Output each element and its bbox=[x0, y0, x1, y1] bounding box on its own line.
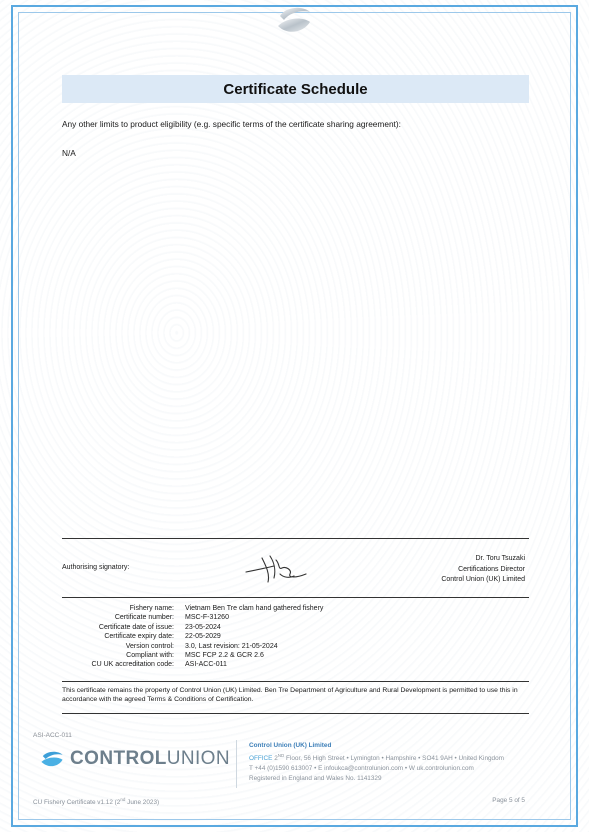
detail-key: CU UK accreditation code: bbox=[91, 661, 174, 669]
company-registration: Registered in England and Wales No. 1141329 bbox=[249, 775, 382, 783]
accreditation-code: ASI-ACC-011 bbox=[33, 732, 72, 739]
logo-text-light: UNION bbox=[166, 748, 230, 769]
detail-row bbox=[62, 604, 323, 613]
detail-key: Compliant with: bbox=[126, 652, 174, 660]
detail-row bbox=[62, 651, 323, 660]
company-name: Control Union (UK) Limited bbox=[249, 742, 332, 749]
office-floor-sup: ND bbox=[277, 753, 285, 758]
schedule-title-bar bbox=[62, 75, 529, 103]
limits-label: Any other limits to product eligibility (e.g. specific terms of the certificate sharing agreement): bbox=[62, 119, 401, 129]
signatory-name: Dr. Toru Tsuzaki bbox=[475, 555, 525, 562]
handwritten-signature bbox=[240, 548, 316, 586]
company-info bbox=[249, 741, 504, 784]
doc-version-end: June 2023) bbox=[125, 799, 160, 807]
doc-version-sup: nd bbox=[120, 797, 126, 802]
doc-version-text: CU Fishery Certificate v1.12 (2 bbox=[33, 799, 121, 807]
limits-value: N/A bbox=[62, 148, 76, 158]
office-address: Floor, 56 High Street • Lymington • Hampshire • SO41 9AH • United Kingdom bbox=[284, 755, 504, 763]
detail-value: Vietnam Ben Tre clam hand gathered fishery bbox=[185, 605, 324, 612]
detail-value: 23-05-2024 bbox=[185, 623, 221, 631]
detail-row bbox=[62, 632, 323, 641]
divider bbox=[62, 713, 529, 714]
detail-row bbox=[62, 623, 323, 632]
detail-value: MSC-F-31260 bbox=[185, 614, 229, 622]
control-union-emblem-icon bbox=[274, 2, 314, 40]
detail-value: 22-05-2029 bbox=[185, 633, 221, 641]
divider bbox=[62, 538, 529, 539]
signatory-role: Certifications Director bbox=[458, 565, 525, 573]
detail-row bbox=[62, 660, 323, 669]
certificate-details bbox=[62, 604, 323, 670]
company-address bbox=[249, 751, 504, 764]
detail-value: 3.0, Last revision: 21-05-2024 bbox=[185, 642, 278, 650]
footer-divider bbox=[236, 740, 237, 788]
logo-text-bold: CONTROL bbox=[70, 748, 167, 769]
property-statement: This certificate remains the property of Control Union (UK) Limited. Ben Tre Department of Agriculture and Rural Development is permitted to use this in accordance with the agreed Terms & Conditions of Certification. bbox=[62, 687, 518, 704]
detail-key: Certificate expiry date: bbox=[104, 633, 174, 641]
office-floor: 2 bbox=[274, 755, 278, 763]
schedule-title: Certificate Schedule bbox=[223, 80, 368, 98]
signatory-block bbox=[441, 554, 525, 586]
signatory-org: Control Union (UK) Limited bbox=[441, 576, 525, 583]
detail-key: Certificate date of issue: bbox=[98, 623, 174, 631]
detail-row bbox=[62, 642, 323, 651]
divider bbox=[62, 597, 529, 598]
detail-value: ASI-ACC-011 bbox=[185, 661, 227, 669]
detail-key: Version control: bbox=[125, 642, 174, 650]
detail-key: Certificate number: bbox=[114, 614, 174, 622]
page-number: Page 5 of 5 bbox=[492, 797, 525, 804]
control-union-logo-icon bbox=[40, 745, 64, 773]
detail-value: MSC FCP 2.2 & GCR 2.6 bbox=[185, 652, 264, 660]
signatory-label: Authorising signatory: bbox=[62, 564, 130, 571]
divider bbox=[62, 681, 529, 682]
company-contact: T +44 (0)1590 613007 • E infoukca@controlunion.com • W uk.controlunion.com bbox=[249, 765, 474, 773]
document-version bbox=[33, 797, 159, 806]
control-union-logo bbox=[40, 744, 230, 774]
office-label: OFFICE bbox=[249, 755, 273, 763]
detail-row bbox=[62, 613, 323, 622]
detail-key: Fishery name: bbox=[129, 605, 174, 612]
